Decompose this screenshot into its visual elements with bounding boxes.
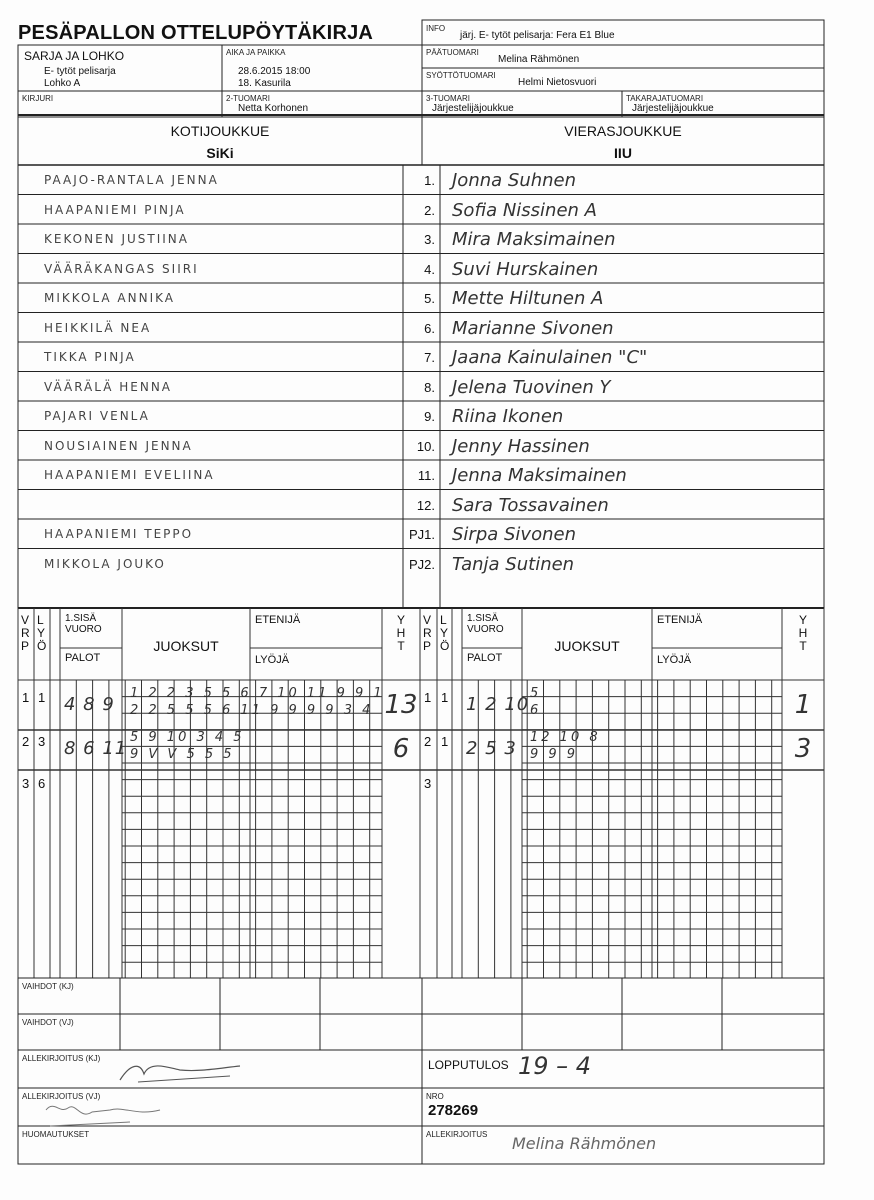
sarja-label: SARJA JA LOHKO <box>24 49 125 63</box>
referee-signature: Melina Rähmönen <box>512 1134 657 1153</box>
away-yht: 1 <box>794 690 812 720</box>
header-etenija: ETENIJÄ <box>657 614 703 626</box>
home-player-name: NOUSIAINEN JENNA <box>44 438 193 453</box>
syottotuomari-label: SYÖTTÖTUOMARI <box>426 71 496 80</box>
header-vrp: V R P <box>423 613 432 653</box>
header-yht: Y H T <box>798 613 808 653</box>
home-runs-top: 5 9 10 3 4 5 <box>130 730 245 745</box>
signature-kj-scribble <box>110 1054 250 1088</box>
home-yht: 13 <box>384 690 418 720</box>
signature-vj-scribble <box>40 1096 180 1130</box>
player-number: 5. <box>424 291 435 306</box>
away-runs-top: 5 <box>530 686 542 701</box>
paatuomari-value: Melina Rähmönen <box>498 54 580 65</box>
away-lyo: 1 <box>441 690 449 705</box>
away-player-name: Mira Maksimainen <box>452 229 616 250</box>
away-vrp: 1 <box>424 690 432 705</box>
header-lyo: L Y Ö <box>440 613 450 653</box>
home-player-name: MIKKOLA JOUKO <box>44 556 166 571</box>
vaihdot-kj-label: VAIHDOT (KJ) <box>22 982 74 991</box>
away-player-name: Jenny Hassinen <box>452 435 590 457</box>
info-label: INFO <box>426 24 446 33</box>
away-lyo: 1 <box>441 734 449 749</box>
player-number: 4. <box>424 261 435 277</box>
header-juoksut: JUOKSUT <box>554 638 620 654</box>
info-value: järj. E- tytöt pelisarja: Fera E1 Blue <box>460 30 615 41</box>
home-lyo: 1 <box>38 690 46 705</box>
home-player-name: PAAJO-RANTALA JENNA <box>44 173 219 187</box>
away-player-name: Jenna Maksimainen <box>452 465 627 486</box>
header-juoksut: JUOKSUT <box>153 638 219 654</box>
player-number: PJ1. <box>408 527 435 542</box>
away-runs-bottom: 6 <box>530 703 542 718</box>
player-number: 1. <box>424 173 435 188</box>
away-runs-top: 12 10 8 <box>530 730 601 745</box>
tuomari3-value: Järjestelijäjoukkue <box>432 103 514 114</box>
header-sisa: 1.SISÄ VUORO <box>65 613 102 635</box>
header-yht: Y H T <box>396 613 406 653</box>
away-runs-bottom: 9 9 9 <box>530 747 579 762</box>
away-player-name: Sara Tossavainen <box>452 494 609 516</box>
header-lyoja: LYÖJÄ <box>657 654 692 666</box>
home-team-label: KOTIJOUKKUE <box>170 123 270 139</box>
takaraja-label: TAKARAJATUOMARI <box>626 94 704 103</box>
huomautukset-label: HUOMAUTUKSET <box>22 1130 90 1139</box>
home-runs-top: 1 2 2 3 5 5 6 7 10 11 9 9 1 <box>130 686 385 701</box>
home-yht: 6 <box>392 734 410 764</box>
away-player-name: Mette Hiltunen A <box>452 288 604 309</box>
player-number: 7. <box>424 350 435 365</box>
home-player-name: MIKKOLA ANNIKA <box>44 291 175 305</box>
home-player-name: HAAPANIEMI TEPPO <box>44 527 194 541</box>
home-player-name: KEKONEN JUSTIINA <box>44 232 189 246</box>
header-palot: PALOT <box>65 652 101 664</box>
away-vrp: 3 <box>424 776 432 791</box>
form-title: PESÄPALLON OTTELUPÖYTÄKIRJA <box>18 22 374 44</box>
away-player-name: Sofia Nissinen A <box>452 199 597 221</box>
away-yht: 3 <box>794 734 812 764</box>
tuomari3-label: 3-TUOMARI <box>426 94 470 103</box>
away-team-label: VIERASJOUKKUE <box>564 123 682 139</box>
away-palot: 2 5 3 <box>466 738 517 759</box>
home-vrp: 2 <box>22 734 30 749</box>
home-player-name: VÄÄRÄLÄ HENNA <box>44 379 173 394</box>
aika-label: AIKA JA PAIKKA <box>226 48 286 57</box>
player-number: 9. <box>424 409 435 424</box>
home-palot: 8 6 11 <box>64 738 128 759</box>
player-number: 3. <box>424 232 435 247</box>
away-player-name: Sirpa Sivonen <box>452 524 576 545</box>
allekirjoitus-vj-label: ALLEKIRJOITUS (VJ) <box>22 1092 101 1101</box>
player-number: 10. <box>416 438 435 454</box>
home-runs-bottom: 2 2 5 5 5 6 11 9 9 9 9 3 4 <box>130 703 374 718</box>
lohko-value: Lohko A <box>44 78 81 89</box>
header-lyo: L Y Ö <box>37 613 47 653</box>
allekirjoitus-kj-label: ALLEKIRJOITUS (KJ) <box>22 1054 101 1063</box>
home-player-name: PAJARI VENLA <box>44 409 150 423</box>
date-value: 28.6.2015 18:00 <box>238 66 311 77</box>
home-lyo: 3 <box>38 734 46 749</box>
allekirjoitus-label: ALLEKIRJOITUS <box>426 1130 488 1139</box>
away-player-name: Marianne Sivonen <box>452 317 614 339</box>
header-lyoja: LYÖJÄ <box>255 654 290 666</box>
home-lyo: 6 <box>38 776 46 791</box>
nro-value: 278269 <box>428 1102 479 1119</box>
home-player-name: TIKKA PINJA <box>44 350 136 364</box>
tuomari2-value: Netta Korhonen <box>238 103 309 114</box>
away-player-name: Suvi Hurskainen <box>452 258 599 280</box>
lopputulos-value: 19 – 4 <box>518 1052 592 1080</box>
tuomari2-label: 2-TUOMARI <box>226 94 270 103</box>
syottotuomari-value: Helmi Nietosvuori <box>518 77 597 88</box>
home-runs-bottom: 9 V V 5 5 5 <box>130 747 235 762</box>
home-player-name: HEIKKILÄ NEA <box>44 320 152 335</box>
header-vrp: V R P <box>21 613 30 653</box>
home-palot: 4 8 9 <box>64 694 115 715</box>
away-vrp: 2 <box>424 734 432 749</box>
home-player-name: HAAPANIEMI EVELIINA <box>44 468 215 482</box>
player-number: 12. <box>416 497 435 513</box>
away-palot: 1 2 10 <box>466 694 530 715</box>
home-player-name: VÄÄRÄKANGAS SIIRI <box>44 261 199 276</box>
nro-label: NRO <box>426 1092 444 1101</box>
takaraja-value: Järjestelijäjoukkue <box>632 103 714 114</box>
player-number: 8. <box>424 379 435 395</box>
place-value: 18. Kasurila <box>238 78 291 89</box>
away-player-name: Jaana Kainulainen "C" <box>452 347 648 368</box>
away-player-name: Jelena Tuovinen Y <box>452 376 611 398</box>
home-team-name: SiKi <box>206 145 234 161</box>
header-palot: PALOT <box>467 652 503 664</box>
away-player-name: Tanja Sutinen <box>452 553 575 575</box>
player-number: 6. <box>424 320 435 336</box>
away-player-name: Jonna Suhnen <box>452 170 577 191</box>
lopputulos-label: LOPPUTULOS <box>428 1058 509 1072</box>
header-sisa: 1.SISÄ VUORO <box>467 613 504 635</box>
player-number: 2. <box>424 202 435 218</box>
home-vrp: 3 <box>22 776 30 791</box>
player-number: 11. <box>417 468 435 483</box>
header-etenija: ETENIJÄ <box>255 614 301 626</box>
home-vrp: 1 <box>22 690 30 705</box>
player-number: PJ2. <box>408 556 435 572</box>
sarja-value: E- tytöt pelisarja <box>44 66 116 77</box>
paatuomari-label: PÄÄTUOMARI <box>426 48 479 57</box>
kirjuri-label: KIRJURI <box>22 94 54 103</box>
home-player-name: HAAPANIEMI PINJA <box>44 202 186 217</box>
away-team-name: IIU <box>614 145 632 161</box>
away-player-name: Riina Ikonen <box>452 406 564 427</box>
vaihdot-vj-label: VAIHDOT (VJ) <box>22 1018 74 1027</box>
